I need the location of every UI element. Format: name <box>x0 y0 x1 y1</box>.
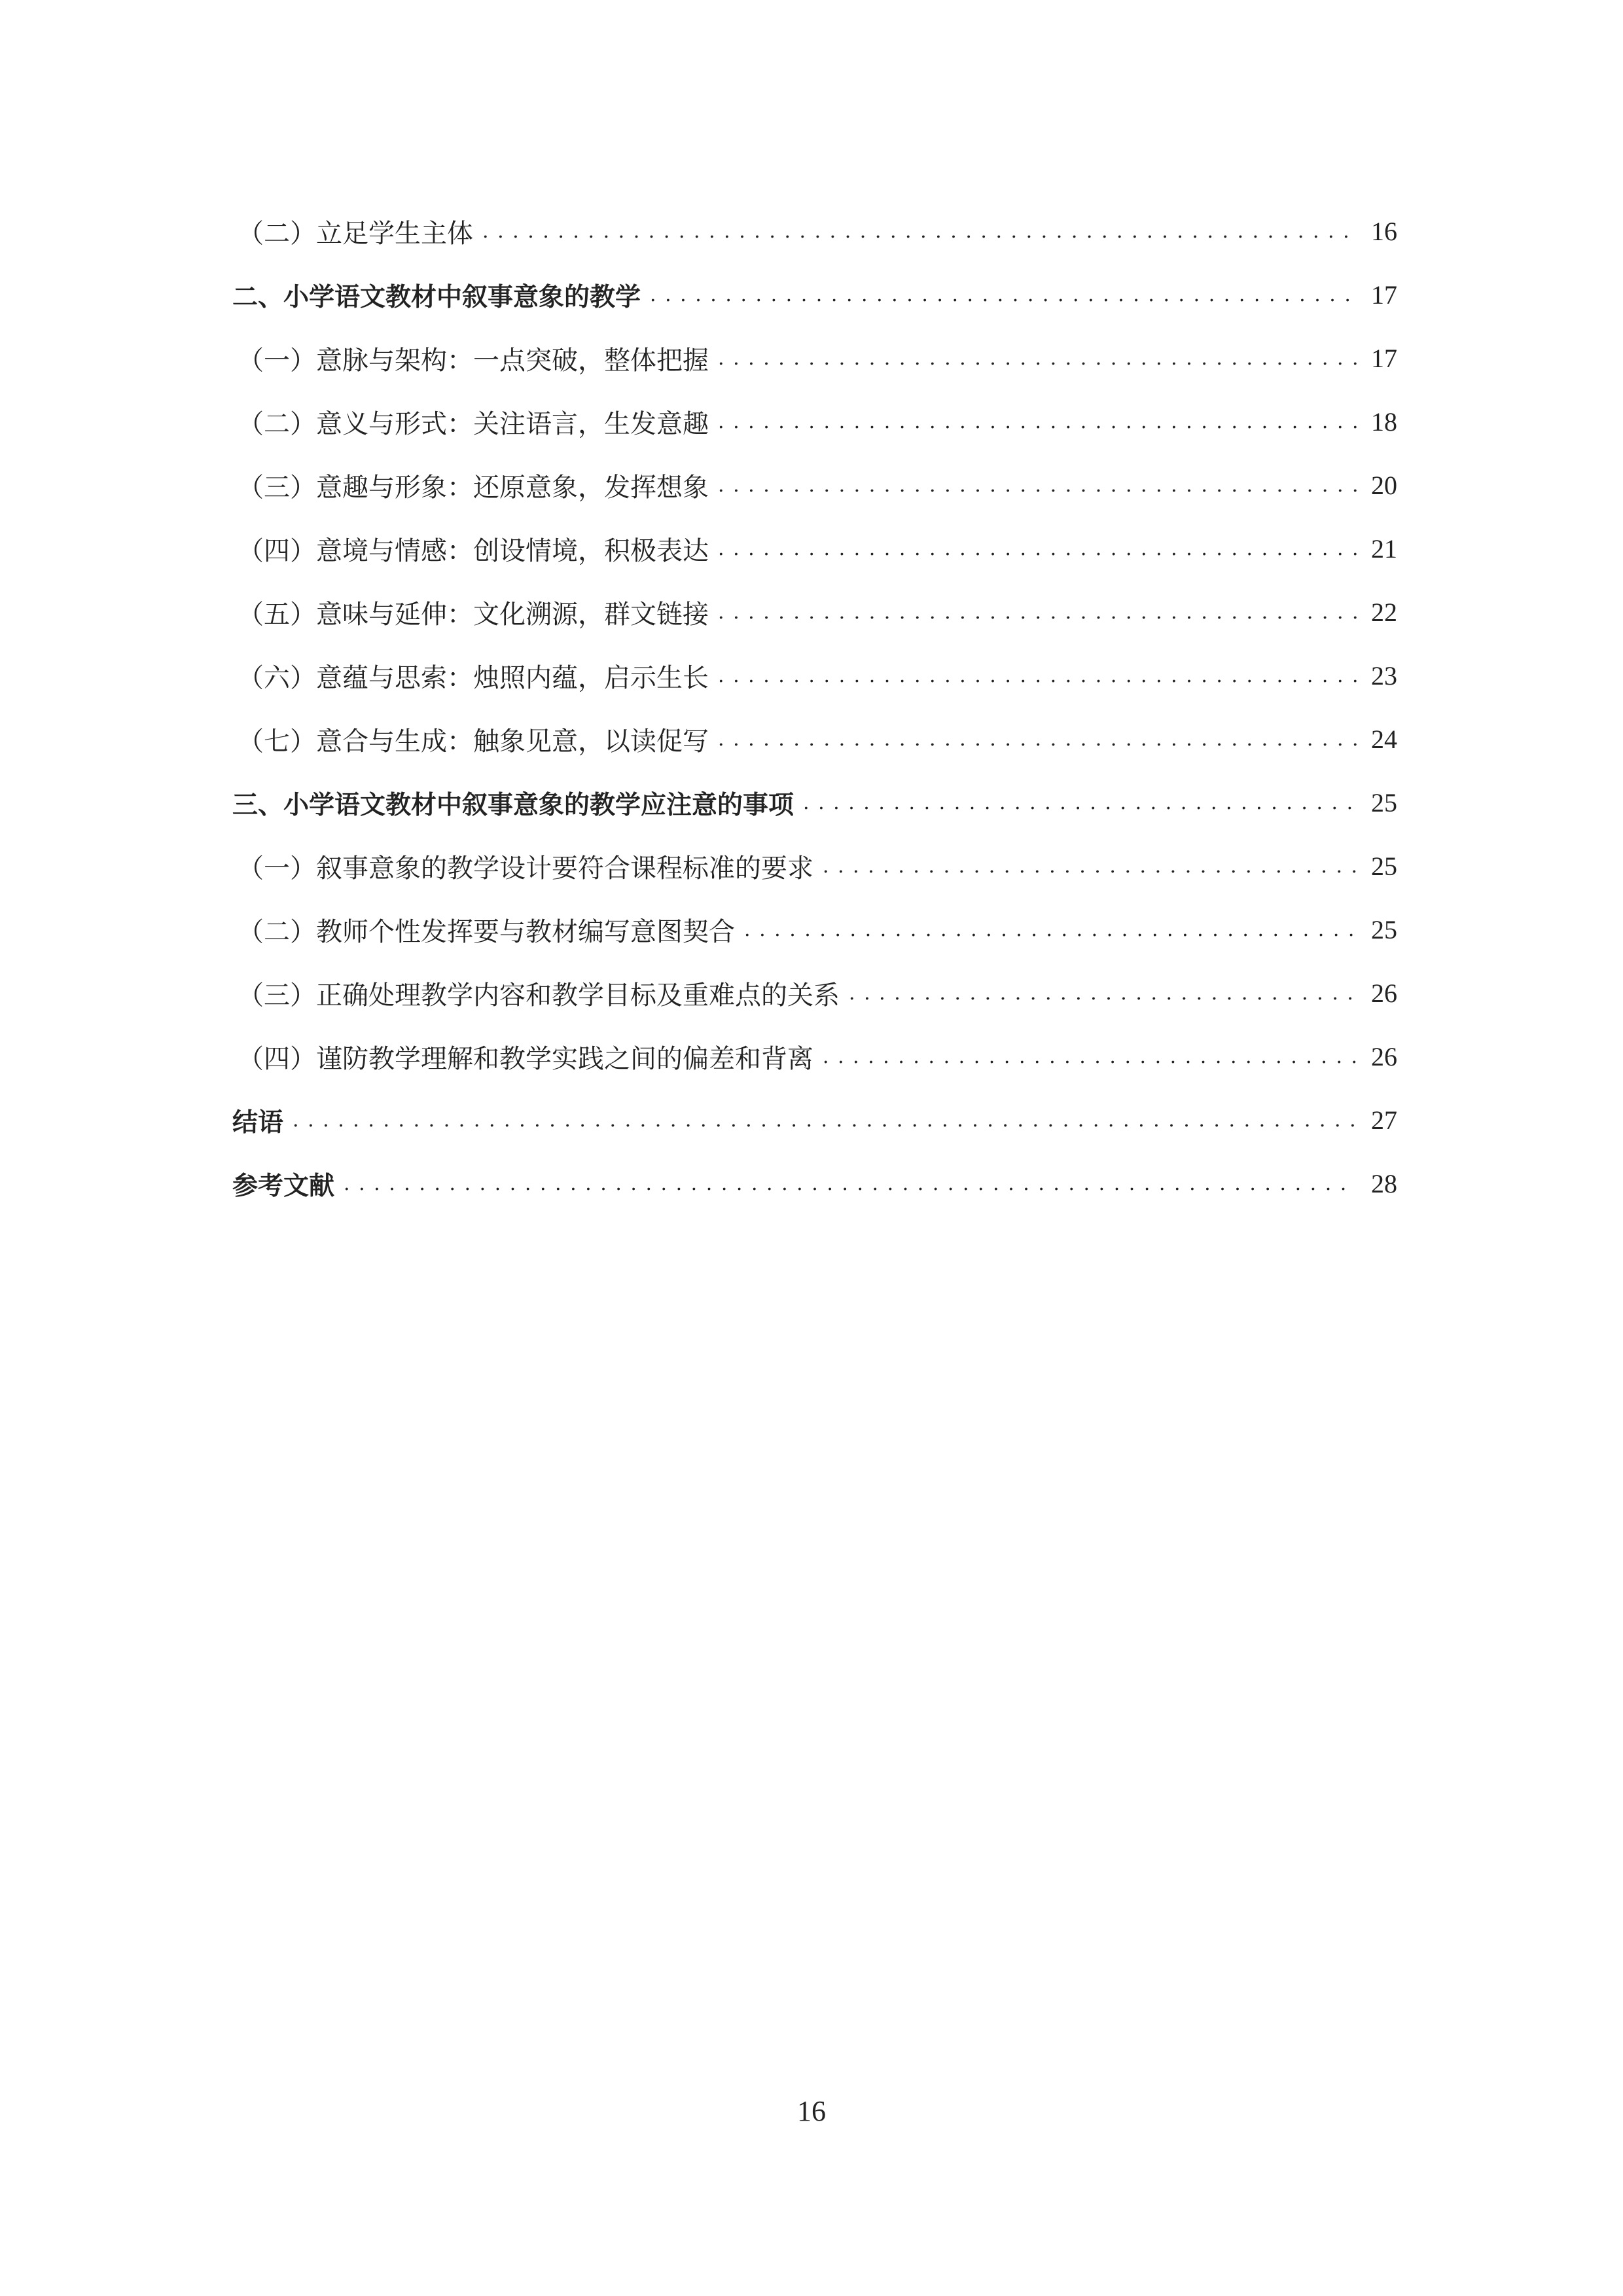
toc-entry-page: 25 <box>1371 852 1397 881</box>
toc-dot-leader <box>718 726 1357 753</box>
toc-dot-leader <box>482 219 1357 245</box>
toc-entry-page: 20 <box>1371 471 1397 500</box>
toc-dot-leader <box>744 917 1357 943</box>
toc-entry-title: （三）意趣与形象：还原意象，发挥想象 <box>238 467 718 504</box>
toc-entry-title: 二、小学语文教材中叙事意象的教学 <box>232 277 650 314</box>
toc-entry[interactable] <box>232 390 1397 454</box>
toc-dot-leader <box>718 409 1357 435</box>
toc-entry[interactable] <box>232 517 1397 581</box>
toc-entry-page: 26 <box>1371 978 1397 1008</box>
toc-entry[interactable] <box>232 1025 1397 1088</box>
toc-entry-title: （三）正确处理教学内容和教学目标及重难点的关系 <box>238 975 849 1012</box>
toc-entry-title: 参考文献 <box>232 1166 344 1202</box>
toc-entry-title: （一）叙事意象的教学设计要符合课程标准的要求 <box>238 848 823 885</box>
toc-entry-page: 18 <box>1371 407 1397 437</box>
toc-entry-title: （五）意味与延伸：文化溯源，群文链接 <box>238 594 718 631</box>
toc-entry-title: （六）意蕴与思索：烛照内蕴，启示生长 <box>238 657 718 694</box>
toc-entry[interactable] <box>232 771 1397 834</box>
toc-entry-page: 23 <box>1371 661 1397 691</box>
toc-dot-leader <box>803 790 1357 816</box>
toc-entry[interactable] <box>232 581 1397 644</box>
toc-entry[interactable] <box>232 644 1397 708</box>
toc-entry[interactable] <box>232 1152 1397 1215</box>
toc-dot-leader <box>823 853 1357 880</box>
toc-entry-page: 21 <box>1371 534 1397 564</box>
toc-dot-leader <box>344 1171 1357 1197</box>
toc-dot-leader <box>718 663 1357 689</box>
toc-dot-leader <box>823 1044 1357 1070</box>
toc-entry-title: （四）谨防教学理解和教学实践之间的偏差和背离 <box>238 1038 823 1075</box>
toc-entry[interactable] <box>232 263 1397 327</box>
toc-entry[interactable] <box>232 200 1397 263</box>
toc-entry[interactable] <box>232 898 1397 961</box>
toc-dot-leader <box>718 600 1357 626</box>
toc-entry-title: 结语 <box>232 1102 293 1139</box>
table-of-contents <box>232 200 1397 1215</box>
toc-dot-leader <box>849 980 1357 1007</box>
toc-dot-leader <box>718 473 1357 499</box>
toc-entry-title: （二）立足学生主体 <box>238 213 482 250</box>
toc-entry[interactable] <box>232 454 1397 517</box>
toc-entry[interactable] <box>232 961 1397 1025</box>
toc-entry-title: （一）意脉与架构：一点突破，整体把握 <box>238 340 718 377</box>
toc-dot-leader <box>718 346 1357 372</box>
toc-entry-page: 26 <box>1371 1042 1397 1071</box>
toc-entry[interactable] <box>232 708 1397 771</box>
toc-entry[interactable] <box>232 1088 1397 1152</box>
toc-entry-page: 27 <box>1371 1105 1397 1135</box>
toc-entry-title: （七）意合与生成：触象见意，以读促写 <box>238 721 718 758</box>
toc-entry-page: 25 <box>1371 915 1397 944</box>
toc-entry-page: 25 <box>1371 788 1397 817</box>
toc-entry-page: 17 <box>1371 280 1397 310</box>
page-number: 16 <box>797 2095 826 2127</box>
toc-dot-leader <box>293 1107 1357 1134</box>
toc-entry-page: 28 <box>1371 1169 1397 1198</box>
toc-entry[interactable] <box>232 327 1397 390</box>
toc-entry-page: 16 <box>1371 217 1397 246</box>
toc-entry-page: 22 <box>1371 598 1397 627</box>
toc-entry-page: 17 <box>1371 344 1397 373</box>
toc-dot-leader <box>718 536 1357 562</box>
toc-entry-title: （四）意境与情感：创设情境，积极表达 <box>238 530 718 567</box>
toc-entry-page: 24 <box>1371 725 1397 754</box>
toc-entry-title: 三、小学语文教材中叙事意象的教学应注意的事项 <box>232 785 803 821</box>
toc-entry-title: （二）教师个性发挥要与教材编写意图契合 <box>238 911 744 948</box>
toc-dot-leader <box>650 282 1357 308</box>
toc-entry-title: （二）意义与形式：关注语言，生发意趣 <box>238 403 718 440</box>
toc-entry[interactable] <box>232 834 1397 898</box>
